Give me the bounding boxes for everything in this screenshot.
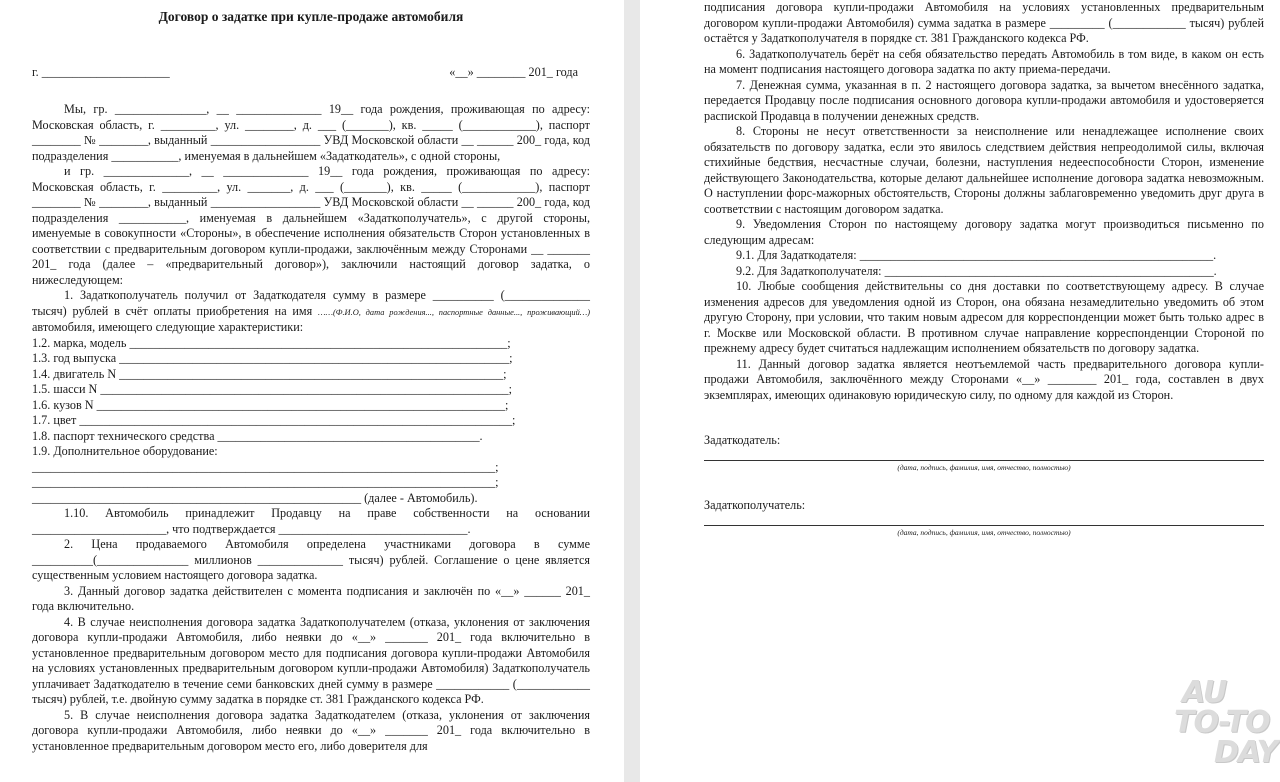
clause-8: 8. Стороны не несут ответственности за неисполнение или ненадлежащее исполнение своих обязательств по договору задатка, если это явилось следствием действия непреодолимой силы, включая стихийные бедствия, несчастные случаи, болезни, наступления недееспособности Сторон, изменение действующего Законодательства, которые делают дальнейшее исполнение договора задатка невозможным. О наступлении форс-мажорных обстоятельств, Стороны должны заблаговременно уведомить друг друга в соответствии с настоящим договором задатка. xyxy=(704,124,1268,216)
watermark-line-1: AU xyxy=(1182,675,1227,710)
clause-3: 3. Данный договор задатка действителен с момента подписания и заключён по «__» ______ 201_ года включительно. xyxy=(32,583,594,613)
document-page-right xyxy=(640,0,1280,782)
clause-11: 11. Данный договор задатка является неотъемлемой часть предварительного договора купли-продажи Автомобиля, заключённого между Сторонами «__» ________ 201_ года, составлен в двух экземплярах, имеющих одинаковую юридическую силу, по одному для каждой из Сторон. xyxy=(704,356,1268,402)
header-row xyxy=(32,65,590,80)
watermark-line-2: TO-TO xyxy=(1174,705,1270,740)
clause-5-continued: подписания договора купли-продажи Автомобиля на условиях установленных предварительным договором купли-продажи Автомобиля) сумма задатка в размере _________ (____________ тысяч) рублей остаётся у Задаткополучателя в порядке ст. 381 Гражданского кодекса РФ. xyxy=(704,0,1268,45)
clause-7: 7. Денежная сумма, указанная в п. 2 настоящего договора задатка, за вычетом внесённого задатка, передается Продавцу после подписания основного договора купли-продажи автомобиля и удостоверяется распиской Продавца в получении денежных средств. xyxy=(704,77,1268,123)
city-line: г. _____________________ xyxy=(32,65,170,79)
clause-1-9-line-2: ____________________________________________________________________________; xyxy=(32,475,499,489)
watermark-line-3: DAY xyxy=(1214,735,1278,770)
document-page-left xyxy=(0,0,624,782)
signature-note-depositor: (дата, подпись, фамилия, имя, отчество, полностью) xyxy=(897,463,1071,472)
clause-9-1: 9.1. Для Задаткодателя: __________________________________________________________. xyxy=(736,248,1217,262)
signature-label-depositor: Задаткодатель: xyxy=(704,433,781,447)
page-left-content xyxy=(32,0,594,754)
clause-1-10: 1.10. Автомобиль принадлежит Продавцу на праве собственности на основании ______________________, что подтверждается _______________________________. xyxy=(32,506,594,536)
signature-line-depositor xyxy=(704,448,1264,461)
clause-1-8: 1.8. паспорт технического средства ___________________________________________. xyxy=(32,428,483,443)
clause-1-5: 1.5. шасси N ___________________________________________________________________; xyxy=(32,382,513,396)
clause-1-6: 1.6. кузов N ___________________________________________________________________; xyxy=(32,397,509,412)
clause-9: 9. Уведомления Сторон по настоящему договору задатка могут производиться письменно по следующим адресам: xyxy=(704,217,1268,247)
clause-9-2: 9.2. Для Задаткополучателя: ______________________________________________________. xyxy=(736,263,1217,278)
clause-10: 10. Любые сообщения действительны со дня доставки по соответствующему адресу. В случае изменения адресов для уведомления одной из Сторон, она обязана незамедлительно уведомить об этом другую Сторону, при условии, что таким новым адресом для корреспонденции может быть только адрес в г. Москве или Московской области. В противном случае направление корреспонденции Стороной по прежнему адресу будет считаться надлежащим исполнением обязательств по договору задатка. xyxy=(704,279,1268,355)
party-2-paragraph: и гр. ______________, __ ______________ 19__ года рождения, проживающая по адресу: Московская область, г. _________, ул. _______, д. ___ (_______), кв. _____ (____________), паспорт ________ № ________, выданный __________________ УВД Московской области __ ______ 200_ года, код подразделения ___________, именуемая в дальнейшем «Задаткополучатель», с другой стороны, именуемые в совокупности «Стороны», в обеспечение исполнения обязательств Сторон установленных в соответствии с предварительным договором купли-продажи, заключённым между Сторонами __ _______ 201_ года (далее – «предварительный договор»), заключили настоящий договор задатка, о нижеследующем: xyxy=(32,164,594,287)
clause-1-9-line-1: ____________________________________________________________________________; xyxy=(32,459,499,474)
date-line: «__» ________ 201_ года xyxy=(449,65,578,79)
clause-2: 2. Цена продаваемого Автомобиля определена участниками договора в сумме __________(_______________ миллионов ______________ тысяч) рублей. Соглашение о цене является существенным условием настоящего договора задатка. xyxy=(32,537,594,582)
signature-label-recipient: Задаткополучатель: xyxy=(704,498,806,512)
clause-1-note: ……(Ф.И.О, дата рождения..., паспортные данные..., проживающий…) xyxy=(318,307,591,317)
clause-1-4: 1.4. двигатель N _______________________________________________________________; xyxy=(32,366,507,381)
party-1-paragraph: Мы, гр. _______________, __ ______________ 19__ года рождения, проживающая по адресу: Московская область, г. _________, ул. ________, д. ___ (_______), кв. _____ (____________), паспорт ________ № ________, выданный __________________ УВД Московской области __ ______ 200_ года, код подразделения ___________, именуемая в дальнейшем «Задаткодатель», с одной стороны, xyxy=(32,102,594,163)
clause-1-3: 1.3. год выпуска ________________________________________________________________; xyxy=(32,351,513,365)
clause-1-7: 1.7. цвет _______________________________________________________________________; xyxy=(32,413,516,427)
site-watermark xyxy=(1174,675,1278,778)
signature-note-recipient: (дата, подпись, фамилия, имя, отчество, полностью) xyxy=(897,528,1071,537)
clause-1-9-line-3: ______________________________________________________ (далее - Автомобиль). xyxy=(32,490,478,505)
clause-1-2: 1.2. марка, модель ______________________________________________________________; xyxy=(32,335,511,350)
page-right-content xyxy=(704,0,1268,537)
clause-1-9: 1.9. Дополнительное оборудование: xyxy=(32,444,218,458)
clause-1-tail: автомобиля, имеющего следующие характеристики: xyxy=(32,320,304,334)
clause-1 xyxy=(32,288,594,336)
clause-5: 5. В случае неисполнения договора задатка Задаткодателем (отказа, уклонения от заключения договора купли-продажи Автомобиля, либо неявки до «__» _______ 201_ года включительно в установленное предварительным договором место его, либо доверителя для xyxy=(32,707,594,753)
clause-6: 6. Задаткополучатель берёт на себя обязательство передать Автомобиль в том виде, в каком он есть на момент подписания настоящего договора задатка по акту приема-передачи. xyxy=(704,46,1268,76)
clause-1-text: 1. Задаткополучатель получил от Задаткодателя сумму в размере __________ (______________ тысяч) рублей в счёт оплаты приобретения на имя xyxy=(32,288,594,318)
document-title: Договор о задатке при купле-продаже автомобиля xyxy=(158,9,464,24)
clause-4: 4. В случае неисполнения договора задатка Задаткополучателем (отказа, уклонения от заключения договора купли-продажи Автомобиля, либо неявки до «__» _______ 201_ года включительно в установленное предварительным договором место для подписания договора купли-продажи Автомобиля на условиях установленных предварительным договором купли-продажи Автомобиля) Задаткополучатель уплачивает Задаткодателю в течение семи банковских дней сумму в размере ____________ (____________ тысяч) рублей, т.е. двойную сумму задатка в порядке ст. 381 Гражданского кодекса РФ. xyxy=(32,614,594,706)
signature-line-recipient xyxy=(704,513,1264,526)
